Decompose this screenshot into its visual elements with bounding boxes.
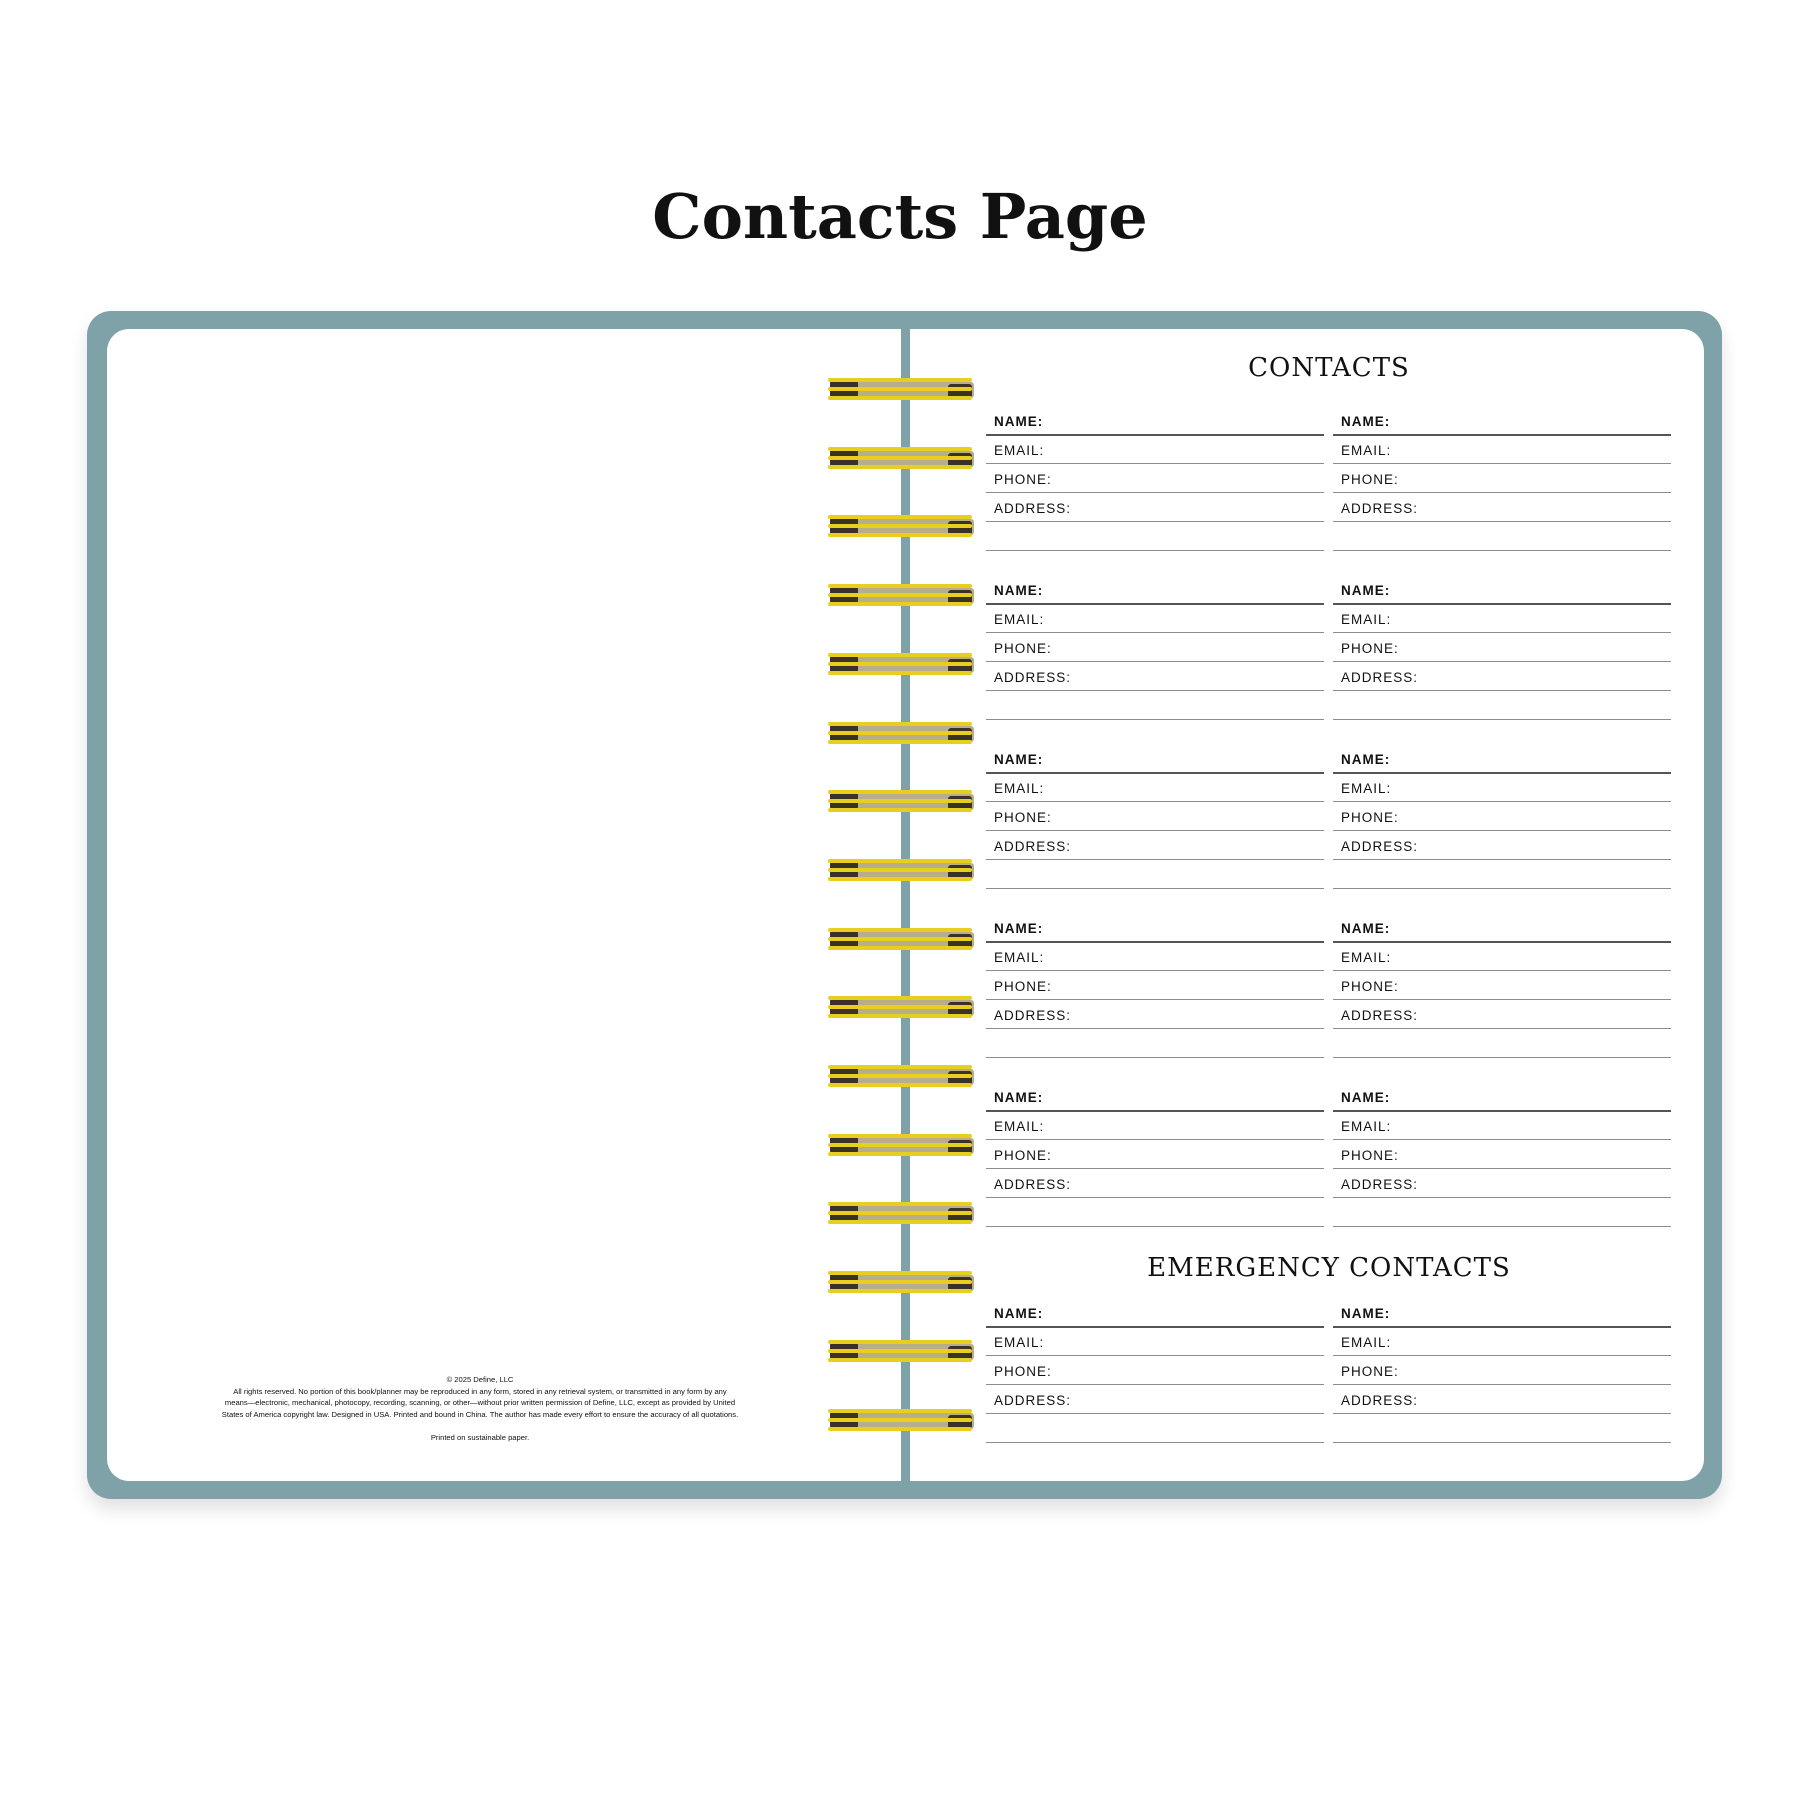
address-field[interactable] bbox=[986, 666, 1324, 690]
phone-label: PHONE: bbox=[994, 810, 1052, 825]
underline-rule bbox=[986, 1355, 1324, 1356]
email-field[interactable] bbox=[986, 1331, 1324, 1355]
spiral-ring bbox=[828, 992, 974, 1022]
phone-field[interactable] bbox=[986, 468, 1324, 492]
address-label: ADDRESS: bbox=[994, 1008, 1072, 1023]
address-extra-line[interactable] bbox=[986, 1442, 1324, 1443]
address-extra-line[interactable] bbox=[1333, 719, 1671, 720]
spiral-ring bbox=[828, 649, 974, 679]
spiral-ring bbox=[828, 1405, 974, 1435]
contact-card bbox=[986, 748, 1324, 893]
name-field[interactable] bbox=[986, 1086, 1324, 1110]
address-extra-line[interactable] bbox=[986, 1057, 1324, 1058]
underline-rule bbox=[1333, 1413, 1671, 1414]
address-label: ADDRESS: bbox=[994, 839, 1072, 854]
name-field[interactable] bbox=[986, 748, 1324, 772]
name-label: NAME: bbox=[994, 1090, 1044, 1105]
phone-field[interactable] bbox=[986, 975, 1324, 999]
underline-rule bbox=[986, 1168, 1324, 1169]
email-label: EMAIL: bbox=[1341, 781, 1392, 796]
underline-rule bbox=[1333, 1384, 1671, 1385]
spiral-ring bbox=[828, 718, 974, 748]
phone-label: PHONE: bbox=[1341, 810, 1399, 825]
email-field[interactable] bbox=[986, 1115, 1324, 1139]
underline-rule bbox=[986, 1028, 1324, 1029]
phone-label: PHONE: bbox=[1341, 1364, 1399, 1379]
copyright-line: Printed on sustainable paper. bbox=[430, 1433, 530, 1442]
underline-rule bbox=[986, 1413, 1324, 1414]
underline-rule bbox=[986, 521, 1324, 522]
underline-rule bbox=[1333, 1139, 1671, 1140]
underline-rule bbox=[1333, 463, 1671, 464]
name-label: NAME: bbox=[994, 921, 1044, 936]
underline-rule bbox=[986, 830, 1324, 831]
phone-field[interactable] bbox=[1333, 637, 1671, 661]
underline-rule bbox=[986, 632, 1324, 633]
underline-rule bbox=[1333, 690, 1671, 691]
underline-rule bbox=[986, 463, 1324, 464]
phone-field[interactable] bbox=[986, 637, 1324, 661]
phone-label: PHONE: bbox=[994, 1148, 1052, 1163]
copyright-line: All rights reserved. No portion of this book/planner may be reproduced in any form, stored in any retrieval system, or transmitted in any form by any bbox=[233, 1386, 727, 1396]
copyright-line: States of America copyright law. Designed in USA. Printed and bound in China. The author has made every effort to ensure the accuracy of all quotations. bbox=[221, 1409, 739, 1419]
underline-rule bbox=[986, 603, 1324, 605]
spiral-ring bbox=[828, 1198, 974, 1228]
phone-label: PHONE: bbox=[994, 641, 1052, 656]
underline-rule bbox=[986, 941, 1324, 943]
address-field[interactable] bbox=[1333, 835, 1671, 859]
emergency-contact-card bbox=[986, 1302, 1324, 1447]
underline-rule bbox=[1333, 661, 1671, 662]
underline-rule bbox=[1333, 1326, 1671, 1328]
contact-card bbox=[1333, 579, 1671, 724]
email-field[interactable] bbox=[986, 777, 1324, 801]
phone-label: PHONE: bbox=[994, 472, 1052, 487]
email-field[interactable] bbox=[1333, 777, 1671, 801]
phone-label: PHONE: bbox=[1341, 472, 1399, 487]
address-field[interactable] bbox=[986, 1173, 1324, 1197]
phone-label: PHONE: bbox=[994, 979, 1052, 994]
address-field[interactable] bbox=[1333, 1004, 1671, 1028]
contact-card bbox=[1333, 748, 1671, 893]
email-label: EMAIL: bbox=[1341, 950, 1392, 965]
spiral-ring bbox=[828, 924, 974, 954]
phone-label: PHONE: bbox=[1341, 1148, 1399, 1163]
email-label: EMAIL: bbox=[994, 781, 1045, 796]
address-label: ADDRESS: bbox=[994, 1177, 1072, 1192]
underline-rule bbox=[1333, 1110, 1671, 1112]
name-field[interactable] bbox=[986, 1302, 1324, 1326]
underline-rule bbox=[1333, 970, 1671, 971]
spiral-ring bbox=[828, 786, 974, 816]
address-field[interactable] bbox=[986, 1004, 1324, 1028]
underline-rule bbox=[1333, 521, 1671, 522]
email-label: EMAIL: bbox=[1341, 1119, 1392, 1134]
phone-field[interactable] bbox=[986, 1144, 1324, 1168]
underline-rule bbox=[1333, 1028, 1671, 1029]
underline-rule bbox=[1333, 1168, 1671, 1169]
emergency-contacts-heading: EMERGENCY CONTACTS bbox=[1147, 1253, 1511, 1283]
underline-rule bbox=[986, 999, 1324, 1000]
name-label: NAME: bbox=[1341, 752, 1391, 767]
name-field[interactable] bbox=[1333, 410, 1671, 434]
address-extra-line[interactable] bbox=[986, 550, 1324, 551]
contact-card bbox=[986, 410, 1324, 555]
underline-rule bbox=[1333, 801, 1671, 802]
spiral-ring bbox=[828, 1267, 974, 1297]
email-field[interactable] bbox=[986, 946, 1324, 970]
name-label: NAME: bbox=[1341, 414, 1391, 429]
address-extra-line[interactable] bbox=[1333, 550, 1671, 551]
left-page bbox=[107, 329, 903, 1481]
address-field[interactable] bbox=[1333, 1173, 1671, 1197]
phone-field[interactable] bbox=[1333, 806, 1671, 830]
email-label: EMAIL: bbox=[994, 612, 1045, 627]
phone-field[interactable] bbox=[1333, 975, 1671, 999]
spiral-ring bbox=[828, 1336, 974, 1366]
name-label: NAME: bbox=[994, 414, 1044, 429]
phone-label: PHONE: bbox=[994, 1364, 1052, 1379]
phone-field[interactable] bbox=[1333, 468, 1671, 492]
email-field[interactable] bbox=[1333, 608, 1671, 632]
name-label: NAME: bbox=[994, 1306, 1044, 1321]
address-label: ADDRESS: bbox=[994, 501, 1072, 516]
phone-field[interactable] bbox=[1333, 1144, 1671, 1168]
name-field[interactable] bbox=[986, 579, 1324, 603]
underline-rule bbox=[986, 859, 1324, 860]
phone-label: PHONE: bbox=[1341, 979, 1399, 994]
underline-rule bbox=[986, 661, 1324, 662]
underline-rule bbox=[986, 1110, 1324, 1112]
email-label: EMAIL: bbox=[994, 950, 1045, 965]
email-field[interactable] bbox=[1333, 1331, 1671, 1355]
copyright-line: © 2025 Define, LLC bbox=[446, 1375, 514, 1384]
name-label: NAME: bbox=[1341, 1306, 1391, 1321]
underline-rule bbox=[1333, 1355, 1671, 1356]
copyright-line: means—electronic, mechanical, photocopy, recording, scanning, or other—without prior written permission of Define, LLC, except as provided by United bbox=[224, 1398, 736, 1407]
emergency-contact-card bbox=[1333, 1302, 1671, 1447]
name-field[interactable] bbox=[1333, 748, 1671, 772]
contact-card bbox=[1333, 410, 1671, 555]
address-extra-line[interactable] bbox=[986, 1226, 1324, 1227]
email-label: EMAIL: bbox=[994, 1119, 1045, 1134]
contact-card bbox=[986, 1086, 1324, 1231]
address-label: ADDRESS: bbox=[1341, 839, 1419, 854]
email-label: EMAIL: bbox=[1341, 443, 1392, 458]
spiral-ring bbox=[828, 511, 974, 541]
address-extra-line[interactable] bbox=[1333, 1442, 1671, 1443]
phone-field[interactable] bbox=[1333, 1360, 1671, 1384]
address-label: ADDRESS: bbox=[1341, 1177, 1419, 1192]
phone-label: PHONE: bbox=[1341, 641, 1399, 656]
address-field[interactable] bbox=[1333, 1389, 1671, 1413]
address-label: ADDRESS: bbox=[994, 1393, 1072, 1408]
address-field[interactable] bbox=[986, 497, 1324, 521]
email-field[interactable] bbox=[1333, 946, 1671, 970]
address-label: ADDRESS: bbox=[1341, 1393, 1419, 1408]
copyright-notice bbox=[180, 1374, 780, 1444]
underline-rule bbox=[986, 1139, 1324, 1140]
underline-rule bbox=[986, 801, 1324, 802]
underline-rule bbox=[986, 970, 1324, 971]
contact-card bbox=[986, 579, 1324, 724]
name-label: NAME: bbox=[994, 752, 1044, 767]
email-field[interactable] bbox=[1333, 1115, 1671, 1139]
email-field[interactable] bbox=[986, 608, 1324, 632]
address-field[interactable] bbox=[1333, 497, 1671, 521]
name-label: NAME: bbox=[1341, 1090, 1391, 1105]
name-label: NAME: bbox=[994, 583, 1044, 598]
address-extra-line[interactable] bbox=[1333, 1057, 1671, 1058]
address-field[interactable] bbox=[986, 835, 1324, 859]
address-extra-line[interactable] bbox=[986, 888, 1324, 889]
name-label: NAME: bbox=[1341, 583, 1391, 598]
address-label: ADDRESS: bbox=[1341, 501, 1419, 516]
spiral-ring bbox=[828, 1130, 974, 1160]
underline-rule bbox=[986, 1197, 1324, 1198]
email-field[interactable] bbox=[986, 439, 1324, 463]
spiral-ring bbox=[828, 855, 974, 885]
phone-field[interactable] bbox=[986, 806, 1324, 830]
address-label: ADDRESS: bbox=[994, 670, 1072, 685]
underline-rule bbox=[1333, 632, 1671, 633]
underline-rule bbox=[986, 1326, 1324, 1328]
underline-rule bbox=[1333, 603, 1671, 605]
underline-rule bbox=[1333, 941, 1671, 943]
underline-rule bbox=[1333, 772, 1671, 774]
underline-rule bbox=[986, 772, 1324, 774]
underline-rule bbox=[1333, 830, 1671, 831]
name-field[interactable] bbox=[1333, 579, 1671, 603]
underline-rule bbox=[986, 690, 1324, 691]
address-extra-line[interactable] bbox=[1333, 888, 1671, 889]
name-field[interactable] bbox=[1333, 1302, 1671, 1326]
underline-rule bbox=[986, 434, 1324, 436]
email-label: EMAIL: bbox=[994, 1335, 1045, 1350]
name-field[interactable] bbox=[986, 410, 1324, 434]
email-label: EMAIL: bbox=[994, 443, 1045, 458]
underline-rule bbox=[1333, 492, 1671, 493]
address-extra-line[interactable] bbox=[1333, 1226, 1671, 1227]
contacts-heading: CONTACTS bbox=[1248, 353, 1410, 383]
address-label: ADDRESS: bbox=[1341, 1008, 1419, 1023]
underline-rule bbox=[986, 492, 1324, 493]
email-label: EMAIL: bbox=[1341, 612, 1392, 627]
underline-rule bbox=[1333, 434, 1671, 436]
email-label: EMAIL: bbox=[1341, 1335, 1392, 1350]
name-field[interactable] bbox=[1333, 917, 1671, 941]
address-field[interactable] bbox=[986, 1389, 1324, 1413]
underline-rule bbox=[1333, 999, 1671, 1000]
name-label: NAME: bbox=[1341, 921, 1391, 936]
name-field[interactable] bbox=[1333, 1086, 1671, 1110]
page-title: Contacts Page bbox=[652, 180, 1148, 253]
spiral-ring bbox=[828, 1061, 974, 1091]
spiral-ring bbox=[828, 580, 974, 610]
spiral-ring bbox=[828, 443, 974, 473]
address-label: ADDRESS: bbox=[1341, 670, 1419, 685]
contact-card bbox=[1333, 917, 1671, 1062]
contact-card bbox=[1333, 1086, 1671, 1231]
underline-rule bbox=[1333, 1197, 1671, 1198]
binding-gutter bbox=[901, 329, 910, 1481]
spiral-ring bbox=[828, 374, 974, 404]
address-extra-line[interactable] bbox=[986, 719, 1324, 720]
name-field[interactable] bbox=[986, 917, 1324, 941]
contact-card bbox=[986, 917, 1324, 1062]
underline-rule bbox=[1333, 859, 1671, 860]
address-field[interactable] bbox=[1333, 666, 1671, 690]
underline-rule bbox=[986, 1384, 1324, 1385]
email-field[interactable] bbox=[1333, 439, 1671, 463]
phone-field[interactable] bbox=[986, 1360, 1324, 1384]
